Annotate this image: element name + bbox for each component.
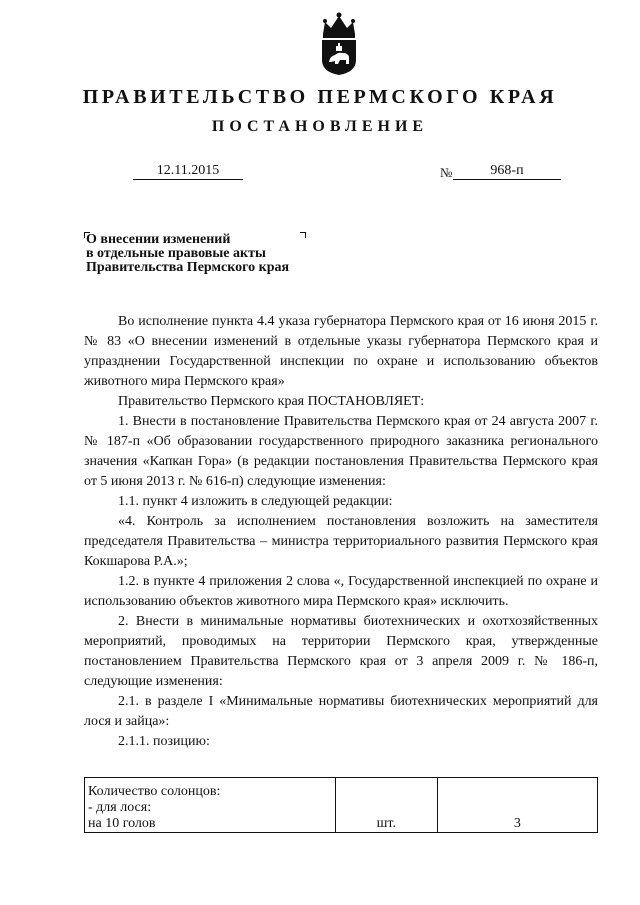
document-date: 12.11.2015 — [133, 163, 243, 180]
document-body — [84, 312, 598, 752]
table-cell-unit: шт. — [335, 778, 437, 833]
table-cell-line: Количество солонцов: — [88, 784, 221, 799]
amendment-table — [84, 777, 598, 833]
document-number-label: № — [440, 165, 453, 180]
body-paragraph: 2. Внести в минимальные нормативы биотехнических и охотхозяйственных мероприятий, проводимых на территории Пермского края, утвержденные постановлением Правительства Пермского края от 3 апреля 2009 г. № 186-п, следующие изменения: — [84, 614, 598, 689]
subject-line: в отдельные правовые акты — [86, 246, 266, 261]
subject-line: Правительства Пермского края — [86, 260, 290, 275]
body-paragraph: «4. Контроль за исполнением постановления возложить на заместителя председателя Правительства – министра территориального развития Пермского края Кокшарова Р.А.»; — [84, 514, 598, 569]
table-cell-line: - для лося: — [88, 800, 152, 815]
body-paragraph: 1.2. в пункте 4 приложения 2 слова «, Государственной инспекцией по охране и использованию объектов животного мира Пермского края» исключить. — [84, 574, 598, 609]
government-title: ПРАВИТЕЛЬСТВО ПЕРМСКОГО КРАЯ — [82, 86, 558, 108]
document-number: 968-п — [453, 163, 561, 180]
document-type-title: ПОСТАНОВЛЕНИЕ — [211, 118, 429, 135]
body-paragraph: Во исполнение пункта 4.4 указа губернатора Пермского края от 16 июня 2015 г. № 83 «О внесении изменений в отдельные указы губернатора Пермского края и упразднении Государственной инспекции по охране и использованию объектов животного мира Пермского края» — [84, 314, 598, 389]
body-paragraph: 2.1. в разделе I «Минимальные нормативы биотехнических мероприятий для лося и зайца»: — [84, 694, 598, 729]
body-paragraph: 1. Внести в постановление Правительства Пермского края от 24 августа 2007 г. № 187-п «Об образовании государственного природного заказника регионального значения «Капкан Гора» (в редакции постановления Правительства Пермского края от 5 июня 2013 г. № 616-п) следующие изменения: — [84, 414, 598, 489]
body-paragraph: Правительство Пермского края ПОСТАНОВЛЯЕТ: — [118, 394, 425, 409]
document-subject — [86, 233, 346, 275]
table-cell-value: 3 — [437, 778, 597, 833]
table-cell-line: на 10 голов — [88, 816, 156, 831]
perm-krai-coat-of-arms-emblem — [318, 12, 360, 76]
body-paragraph: 1.1. пункт 4 изложить в следующей редакции: — [118, 494, 393, 509]
table-cell-description — [85, 778, 336, 833]
subject-line: О внесении изменений — [86, 232, 231, 247]
table-row — [85, 778, 598, 833]
body-paragraph: 2.1.1. позицию: — [118, 734, 210, 749]
